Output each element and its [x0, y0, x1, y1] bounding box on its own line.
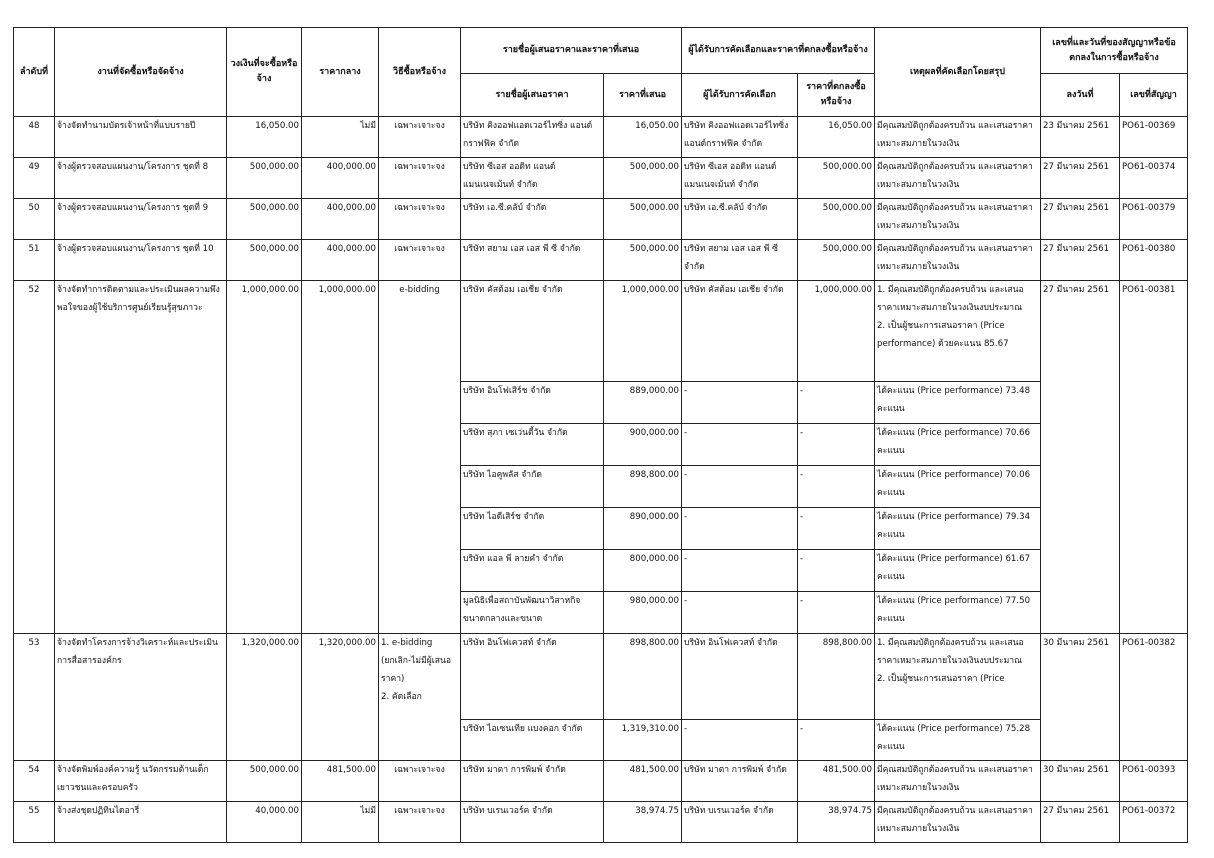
- selected-vendor: -: [682, 508, 798, 550]
- table-row: [14, 634, 1188, 720]
- procurement-method: เฉพาะเจาะจง: [379, 158, 461, 199]
- task-description: จ้างจัดทำโครงการจ้างวิเคราะห์และประเมินการสื่อสารองค์กร: [55, 634, 227, 761]
- procurement-method: เฉพาะเจาะจง: [379, 240, 461, 281]
- selection-reason: มีคุณสมบัติถูกต้องครบถ้วน และเสนอราคาเหมาะสมภายในวงเงิน: [875, 761, 1041, 802]
- header-median: ราคากลาง: [302, 28, 379, 117]
- median-price: 1,320,000.00: [302, 634, 379, 761]
- selected-vendor: -: [682, 466, 798, 508]
- row-number: 48: [14, 117, 55, 158]
- table-row: [14, 240, 1188, 281]
- agreed-price: 500,000.00: [798, 158, 875, 199]
- selection-reason: 1. มีคุณสมบัติถูกต้องครบถ้วน และเสนอราคาเหมาะสมภายในวงเงินงบประมาณ 2. เป็นผู้ชนะการเสนอราคา (Price performance) ด้วยคะแนน 85.67: [875, 281, 1041, 382]
- procurement-method: เฉพาะเจาะจง: [379, 117, 461, 158]
- row-number: 52: [14, 281, 55, 634]
- agreed-price: -: [798, 424, 875, 466]
- selected-vendor: บริษัท เอ.ซี.คลับ์ จำกัด: [682, 199, 798, 240]
- selection-reason: มีคุณสมบัติถูกต้องครบถ้วน และเสนอราคาเหมาะสมภายในวงเงิน: [875, 240, 1041, 281]
- selection-reason: มีคุณสมบัติถูกต้องครบถ้วน และเสนอราคาเหมาะสมภายในวงเงิน: [875, 199, 1041, 240]
- contract-date: 27 มีนาคม 2561: [1041, 199, 1120, 240]
- header-no: ลำดับที่: [14, 28, 55, 117]
- task-description: จ้างจัดทำนามบัตรเจ้าหน้าที่แบบรายปี: [55, 117, 227, 158]
- contract-date: 27 มีนาคม 2561: [1041, 802, 1120, 843]
- contract-date: 23 มีนาคม 2561: [1041, 117, 1120, 158]
- selected-vendor: บริษัท คิงออฟแอดเวอร์ไทซิ่งแอนด์กราฟฟิค จำกัด: [682, 117, 798, 158]
- contract-number: PO61-00369: [1120, 117, 1188, 158]
- header-bidders-group: รายชื่อผู้เสนอราคาและราคาที่เสนอ: [461, 28, 682, 74]
- contract-date: 27 มีนาคม 2561: [1041, 240, 1120, 281]
- selected-vendor: -: [682, 424, 798, 466]
- agreed-price: -: [798, 550, 875, 592]
- contract-number: PO61-00374: [1120, 158, 1188, 199]
- agreed-price: -: [798, 466, 875, 508]
- header-method: วิธีซื้อหรือจ้าง: [379, 28, 461, 117]
- median-price: 400,000.00: [302, 199, 379, 240]
- procurement-method: e-bidding: [379, 281, 461, 634]
- bidder-name: บริษัท เอ.ซี.คลับ์ จำกัด: [461, 199, 604, 240]
- agreed-price: 1,000,000.00: [798, 281, 875, 382]
- header-selected-name: ผู้ได้รับการคัดเลือก: [682, 74, 798, 117]
- budget-value: 40,000.00: [227, 802, 302, 843]
- bid-price: 898,800.00: [604, 634, 682, 720]
- selection-reason: ได้คะแนน (Price performance) 75.28 คะแนน: [875, 720, 1041, 761]
- bid-price: 38,974.75: [604, 802, 682, 843]
- table-row: [14, 761, 1188, 802]
- median-price: 1,000,000.00: [302, 281, 379, 634]
- table-row: [14, 117, 1188, 158]
- selection-reason: ได้คะแนน (Price performance) 77.50 คะแนน: [875, 592, 1041, 634]
- contract-number: PO61-00393: [1120, 761, 1188, 802]
- agreed-price: -: [798, 720, 875, 761]
- bidder-name: มูลนิธิเพื่อสถาบันพัฒนาวิสาหกิจขนาดกลางและขนาด: [461, 592, 604, 634]
- median-price: 400,000.00: [302, 240, 379, 281]
- header-selected-group: ผู้ได้รับการคัดเลือกและราคาที่ตกลงซื้อหรือจ้าง: [682, 28, 875, 74]
- contract-number: PO61-00372: [1120, 802, 1188, 843]
- median-price: ไม่มี: [302, 117, 379, 158]
- agreed-price: -: [798, 382, 875, 424]
- contract-date: 27 มีนาคม 2561: [1041, 281, 1120, 634]
- bidder-name: บริษัท อินโฟเสิร์ช จำกัด: [461, 382, 604, 424]
- selection-reason: ได้คะแนน (Price performance) 70.06 คะแนน: [875, 466, 1041, 508]
- agreed-price: 38,974.75: [798, 802, 875, 843]
- row-number: 51: [14, 240, 55, 281]
- row-number: 49: [14, 158, 55, 199]
- budget-value: 1,320,000.00: [227, 634, 302, 761]
- table-row: [14, 158, 1188, 199]
- bid-price: 500,000.00: [604, 158, 682, 199]
- bidder-name: บริษัท แอล พี ลายคำ จำกัด: [461, 550, 604, 592]
- bid-price: 898,800.00: [604, 466, 682, 508]
- bid-price: 890,000.00: [604, 508, 682, 550]
- selected-vendor: -: [682, 592, 798, 634]
- bidder-name: บริษัท สยาม เอส เอส พี ซี จำกัด: [461, 240, 604, 281]
- contract-date: 30 มีนาคม 2561: [1041, 761, 1120, 802]
- selected-vendor: บริษัท สยาม เอส เอส พี ซี จำกัด: [682, 240, 798, 281]
- selection-reason: 1. มีคุณสมบัติถูกต้องครบถ้วน และเสนอราคาเหมาะสมภายในวงเงินงบประมาณ 2. เป็นผู้ชนะการเสนอราคา (Price: [875, 634, 1041, 720]
- table-row: [14, 281, 1188, 382]
- header-reason: เหตุผลที่คัดเลือกโดยสรุป: [875, 28, 1041, 117]
- contract-number: PO61-00382: [1120, 634, 1188, 761]
- budget-value: 1,000,000.00: [227, 281, 302, 634]
- task-description: จ้างผู้ตรวจสอบแผนงาน/โครงการ ชุดที่ 10: [55, 240, 227, 281]
- row-number: 53: [14, 634, 55, 761]
- median-price: 481,500.00: [302, 761, 379, 802]
- contract-number: PO61-00381: [1120, 281, 1188, 634]
- median-price: 400,000.00: [302, 158, 379, 199]
- bidder-name: บริษัท บเรนเวอร์ค จำกัด: [461, 802, 604, 843]
- bidder-name: บริษัท ไอเซนเทีย แบงคอก จำกัด: [461, 720, 604, 761]
- budget-value: 500,000.00: [227, 199, 302, 240]
- bid-price: 16,050.00: [604, 117, 682, 158]
- bidder-name: บริษัท มาตา การพิมพ์ จำกัด: [461, 761, 604, 802]
- procurement-report: [13, 27, 1187, 843]
- row-number: 54: [14, 761, 55, 802]
- bidder-name: บริษัท สุภา เซเว่นตี้วัน จำกัด: [461, 424, 604, 466]
- bidder-name: บริษัท อินโฟเควสท์ จำกัด: [461, 634, 604, 720]
- median-price: ไม่มี: [302, 802, 379, 843]
- agreed-price: 898,800.00: [798, 634, 875, 720]
- task-description: จ้างจัดพิมพ์องค์ความรู้ นวัตกรรมต้านเด็ก เยาวชนและครอบครัว: [55, 761, 227, 802]
- agreed-price: 16,050.00: [798, 117, 875, 158]
- contract-number: PO61-00380: [1120, 240, 1188, 281]
- bid-price: 1,319,310.00: [604, 720, 682, 761]
- selected-vendor: -: [682, 720, 798, 761]
- bidder-name: บริษัท คิงออฟแอดเวอร์ไทซิ่ง แอนด์กราฟฟิค จำกัด: [461, 117, 604, 158]
- bid-price: 500,000.00: [604, 199, 682, 240]
- bid-price: 980,000.00: [604, 592, 682, 634]
- header-date: ลงวันที่: [1041, 74, 1120, 117]
- selected-vendor: -: [682, 550, 798, 592]
- selected-vendor: บริษัท บเรนเวอร์ค จำกัด: [682, 802, 798, 843]
- task-description: จ้างส่งชุดปฏิทินไดอารี่: [55, 802, 227, 843]
- agreed-price: -: [798, 592, 875, 634]
- procurement-method: เฉพาะเจาะจง: [379, 199, 461, 240]
- selection-reason: ได้คะแนน (Price performance) 73.48 คะแนน: [875, 382, 1041, 424]
- selection-reason: มีคุณสมบัติถูกต้องครบถ้วน และเสนอราคาเหมาะสมภายในวงเงิน: [875, 802, 1041, 843]
- contract-number: PO61-00379: [1120, 199, 1188, 240]
- header-bid-price: ราคาที่เสนอ: [604, 74, 682, 117]
- budget-value: 500,000.00: [227, 240, 302, 281]
- bid-price: 800,000.00: [604, 550, 682, 592]
- agreed-price: 500,000.00: [798, 240, 875, 281]
- table-row: [14, 199, 1188, 240]
- selection-reason: ได้คะแนน (Price performance) 70.66 คะแนน: [875, 424, 1041, 466]
- bid-price: 900,000.00: [604, 424, 682, 466]
- task-description: จ้างผู้ตรวจสอบแผนงาน/โครงการ ชุดที่ 8: [55, 158, 227, 199]
- header-bidder-name: รายชื่อผู้เสนอราคา: [461, 74, 604, 117]
- selected-vendor: บริษัท อินโฟเควสท์ จำกัด: [682, 634, 798, 720]
- table-body: [14, 117, 1188, 843]
- selected-vendor: บริษัท คัสต้อม เอเชีย จำกัด: [682, 281, 798, 382]
- agreed-price: 481,500.00: [798, 761, 875, 802]
- bidder-name: บริษัท ไอดีเสิร์ช จำกัด: [461, 508, 604, 550]
- agreed-price: 500,000.00: [798, 199, 875, 240]
- selection-reason: มีคุณสมบัติถูกต้องครบถ้วน และเสนอราคาเหมาะสมภายในวงเงิน: [875, 117, 1041, 158]
- table-row: [14, 802, 1188, 843]
- bidder-name: บริษัท คัสต้อม เอเชีย จำกัด: [461, 281, 604, 382]
- header-agreed-price: ราคาที่ตกลงซื้อหรือจ้าง: [798, 74, 875, 117]
- procurement-method: เฉพาะเจาะจง: [379, 802, 461, 843]
- budget-value: 500,000.00: [227, 761, 302, 802]
- task-description: จ้างจัดทำการติดตามและประเมินผลความพึงพอใจของผู้ใช้บริการศูนย์เรียนรู้สุขภาวะ: [55, 281, 227, 634]
- header-budget: วงเงินที่จะซื้อหรือจ้าง: [227, 28, 302, 117]
- contract-date: 30 มีนาคม 2561: [1041, 634, 1120, 761]
- bid-price: 500,000.00: [604, 240, 682, 281]
- bidder-name: บริษัท ไอคูพลัส จำกัด: [461, 466, 604, 508]
- procurement-table: [13, 27, 1188, 843]
- agreed-price: -: [798, 508, 875, 550]
- selection-reason: มีคุณสมบัติถูกต้องครบถ้วน และเสนอราคาเหมาะสมภายในวงเงิน: [875, 158, 1041, 199]
- selection-reason: ได้คะแนน (Price performance) 79.34 คะแนน: [875, 508, 1041, 550]
- header-contract-group: เลขที่และวันที่ของสัญญาหรือข้อตกลงในการซื้อหรือจ้าง: [1041, 28, 1188, 74]
- bid-price: 889,000.00: [604, 382, 682, 424]
- task-description: จ้างผู้ตรวจสอบแผนงาน/โครงการ ชุดที่ 9: [55, 199, 227, 240]
- contract-date: 27 มีนาคม 2561: [1041, 158, 1120, 199]
- procurement-method: 1. e-bidding (ยกเลิก-ไม่มีผู้เสนอราคา) 2. คัดเลือก: [379, 634, 461, 761]
- selected-vendor: บริษัท ซีเอส ออดิท แอนด์ แมนเนจเม้นท์ จำกัด: [682, 158, 798, 199]
- bid-price: 1,000,000.00: [604, 281, 682, 382]
- budget-value: 500,000.00: [227, 158, 302, 199]
- bid-price: 481,500.00: [604, 761, 682, 802]
- procurement-method: เฉพาะเจาะจง: [379, 761, 461, 802]
- header-task: งานที่จัดซื้อหรือจัดจ้าง: [55, 28, 227, 117]
- selected-vendor: -: [682, 382, 798, 424]
- selection-reason: ได้คะแนน (Price performance) 61.67 คะแนน: [875, 550, 1041, 592]
- row-number: 55: [14, 802, 55, 843]
- budget-value: 16,050.00: [227, 117, 302, 158]
- header-contract-no: เลขที่สัญญา: [1120, 74, 1188, 117]
- selected-vendor: บริษัท มาตา การพิมพ์ จำกัด: [682, 761, 798, 802]
- row-number: 50: [14, 199, 55, 240]
- bidder-name: บริษัท ซีเอส ออดิท แอนด์ แมนเนจเม้นท์ จำกัด: [461, 158, 604, 199]
